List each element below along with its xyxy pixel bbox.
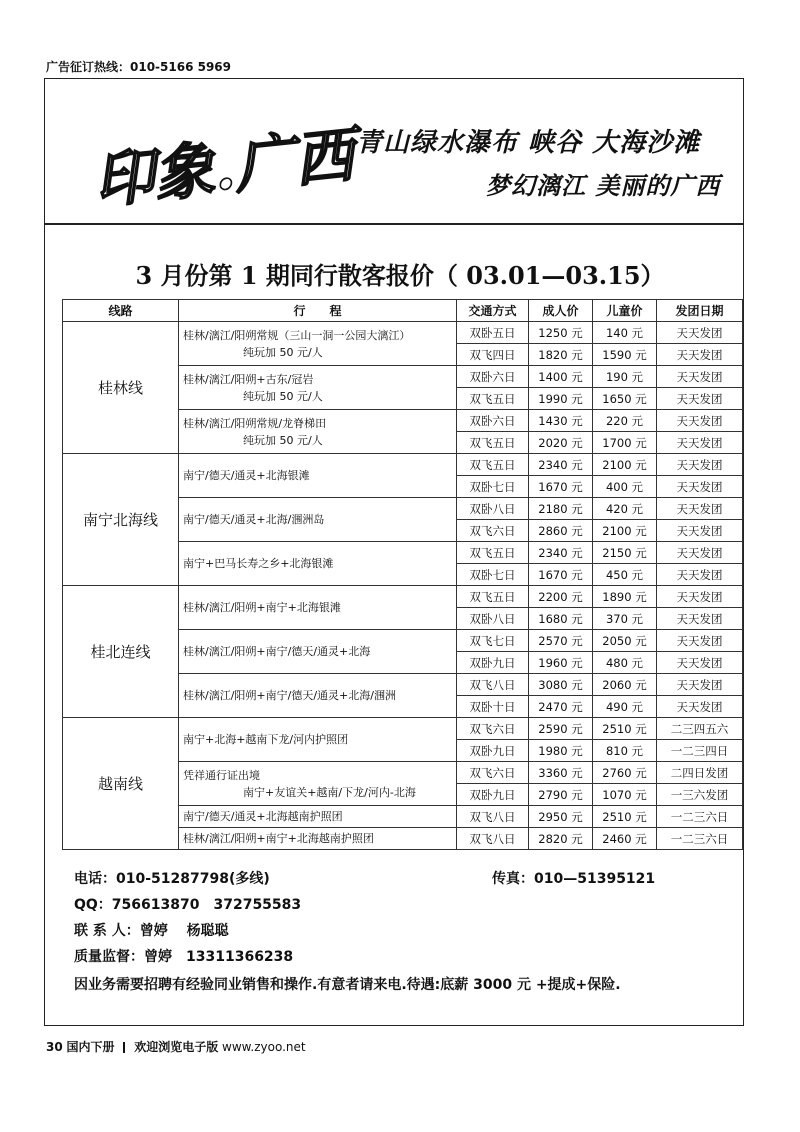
itinerary-note: 南宁+友谊关+越南/下龙/河内-北海 xyxy=(243,785,416,799)
itinerary-text: 南宁/德天/通灵+北海银滩 xyxy=(183,469,310,482)
itinerary-text: 南宁/德天/通灵+北海/涠洲岛 xyxy=(183,513,325,526)
adult-price-cell: 1430 元 xyxy=(529,410,593,432)
child-price-cell: 2100 元 xyxy=(593,454,657,476)
adult-price-cell: 1980 元 xyxy=(529,740,593,762)
adult-price-cell: 1960 元 xyxy=(529,652,593,674)
page-number: 30 xyxy=(46,1040,63,1054)
child-price-cell: 2100 元 xyxy=(593,520,657,542)
price-table-body xyxy=(63,322,743,850)
transport-cell: 双卧八日 xyxy=(457,608,529,630)
adult-price-cell: 2340 元 xyxy=(529,454,593,476)
transport-cell: 双卧九日 xyxy=(457,652,529,674)
table-row xyxy=(63,586,743,608)
itinerary-note: 纯玩加 50 元/人 xyxy=(243,389,323,403)
departure-cell: 二四日发团 xyxy=(657,762,743,784)
departure-cell: 天天发团 xyxy=(657,366,743,388)
transport-cell: 双飞八日 xyxy=(457,674,529,696)
table-header-row xyxy=(63,300,743,322)
table-row xyxy=(63,718,743,740)
itinerary-cell xyxy=(179,630,457,674)
route-name: 越南线 xyxy=(63,718,179,850)
itinerary-text: 桂林/漓江/阳朔+南宁+北海银滩 xyxy=(183,601,341,614)
child-price-cell: 2760 元 xyxy=(593,762,657,784)
itinerary-text: 南宁/德天/通灵+北海越南护照团 xyxy=(183,810,343,823)
itinerary-cell xyxy=(179,454,457,498)
contact-tel: 电话：010-51287798(多线) xyxy=(74,871,270,887)
adult-price-cell: 3080 元 xyxy=(529,674,593,696)
adult-price-cell: 2790 元 xyxy=(529,784,593,806)
slogan-line1: 青山绿水瀑布 峡谷 大海沙滩 xyxy=(356,128,701,158)
itinerary-text: 桂林/漓江/阳朔+古东/冠岩 xyxy=(183,372,314,386)
transport-cell: 双飞五日 xyxy=(457,432,529,454)
transport-cell: 双卧九日 xyxy=(457,784,529,806)
logo-calligraphy xyxy=(90,92,358,222)
departure-cell: 一三六发团 xyxy=(657,784,743,806)
child-price-cell: 1890 元 xyxy=(593,586,657,608)
contact-person: 联 系 人：曾婷 杨聪聪 xyxy=(74,923,229,939)
adult-price-cell: 2180 元 xyxy=(529,498,593,520)
adult-price-cell: 2020 元 xyxy=(529,432,593,454)
header-child-price: 儿童价 xyxy=(593,300,657,322)
adult-price-cell: 2470 元 xyxy=(529,696,593,718)
child-price-cell: 1590 元 xyxy=(593,344,657,366)
departure-cell: 天天发团 xyxy=(657,476,743,498)
route-name: 桂北连线 xyxy=(63,586,179,718)
transport-cell: 双飞六日 xyxy=(457,762,529,784)
contact-qq: QQ：756613870 372755583 xyxy=(74,897,302,913)
itinerary-cell xyxy=(179,828,457,850)
departure-cell: 一二三六日 xyxy=(657,806,743,828)
departure-cell: 天天发团 xyxy=(657,630,743,652)
adult-price-cell: 1400 元 xyxy=(529,366,593,388)
itinerary-cell xyxy=(179,718,457,762)
transport-cell: 双飞五日 xyxy=(457,454,529,476)
transport-cell: 双飞五日 xyxy=(457,388,529,410)
child-price-cell: 400 元 xyxy=(593,476,657,498)
departure-cell: 天天发团 xyxy=(657,520,743,542)
transport-cell: 双飞八日 xyxy=(457,806,529,828)
itinerary-note: 纯玩加 50 元/人 xyxy=(243,345,323,359)
child-price-cell: 2150 元 xyxy=(593,542,657,564)
departure-cell: 天天发团 xyxy=(657,674,743,696)
itinerary-cell xyxy=(179,366,457,410)
transport-cell: 双卧七日 xyxy=(457,564,529,586)
itinerary-note: 纯玩加 50 元/人 xyxy=(243,433,323,447)
footer-section: 国内下册 xyxy=(66,1040,115,1054)
departure-cell: 天天发团 xyxy=(657,542,743,564)
departure-cell: 天天发团 xyxy=(657,652,743,674)
child-price-cell: 1070 元 xyxy=(593,784,657,806)
transport-cell: 双飞五日 xyxy=(457,586,529,608)
child-price-cell: 370 元 xyxy=(593,608,657,630)
itinerary-cell xyxy=(179,806,457,828)
departure-cell: 天天发团 xyxy=(657,564,743,586)
departure-cell: 天天发团 xyxy=(657,432,743,454)
contact-fax: 传真：010—51395121 xyxy=(492,871,656,887)
logo-text: 印象.广西 xyxy=(90,120,358,218)
transport-cell: 双飞六日 xyxy=(457,718,529,740)
child-price-cell: 2510 元 xyxy=(593,806,657,828)
child-price-cell: 2050 元 xyxy=(593,630,657,652)
itinerary-cell xyxy=(179,498,457,542)
itinerary-text: 凭祥通行证出境 xyxy=(183,768,260,782)
transport-cell: 双卧五日 xyxy=(457,322,529,344)
itinerary-text: 桂林/漓江/阳朔+南宁+北海越南护照团 xyxy=(183,832,374,845)
contact-quality: 质量监督：曾婷 13311366238 xyxy=(74,949,294,965)
table-row xyxy=(63,322,743,344)
child-price-cell: 490 元 xyxy=(593,696,657,718)
header-adult-price: 成人价 xyxy=(529,300,593,322)
footer-tagline: 欢迎浏览电子版 xyxy=(134,1040,219,1054)
departure-cell: 天天发团 xyxy=(657,454,743,476)
child-price-cell: 2510 元 xyxy=(593,718,657,740)
adult-price-cell: 2200 元 xyxy=(529,586,593,608)
adult-price-cell: 1670 元 xyxy=(529,564,593,586)
child-price-cell: 2060 元 xyxy=(593,674,657,696)
child-price-cell: 1700 元 xyxy=(593,432,657,454)
transport-cell: 双卧六日 xyxy=(457,410,529,432)
slogan-line2: 梦幻漓江 美丽的广西 xyxy=(486,171,721,200)
adult-price-cell: 2340 元 xyxy=(529,542,593,564)
page-title: 3 月份第 1 期同行散客报价（ 03.01—03.15） xyxy=(135,261,665,290)
itinerary-cell xyxy=(179,542,457,586)
transport-cell: 双飞八日 xyxy=(457,828,529,850)
child-price-cell: 810 元 xyxy=(593,740,657,762)
adult-price-cell: 2950 元 xyxy=(529,806,593,828)
transport-cell: 双卧六日 xyxy=(457,366,529,388)
header-transport: 交通方式 xyxy=(457,300,529,322)
departure-cell: 二三四五六 xyxy=(657,718,743,740)
price-table xyxy=(62,299,743,850)
departure-cell: 一二三六日 xyxy=(657,828,743,850)
transport-cell: 双飞五日 xyxy=(457,542,529,564)
departure-cell: 天天发团 xyxy=(657,322,743,344)
itinerary-text: 桂林/漓江/阳朔+南宁/德天/通灵+北海 xyxy=(183,645,371,658)
transport-cell: 双飞四日 xyxy=(457,344,529,366)
adult-price-cell: 1990 元 xyxy=(529,388,593,410)
itinerary-cell xyxy=(179,410,457,454)
itinerary-cell xyxy=(179,762,457,806)
adult-price-cell: 1820 元 xyxy=(529,344,593,366)
child-price-cell: 450 元 xyxy=(593,564,657,586)
itinerary-text: 桂林/漓江/阳朔常规/龙脊梯田 xyxy=(183,416,327,430)
itinerary-cell xyxy=(179,322,457,366)
transport-cell: 双飞七日 xyxy=(457,630,529,652)
adult-price-cell: 2860 元 xyxy=(529,520,593,542)
departure-cell: 天天发团 xyxy=(657,388,743,410)
header-itinerary: 行 程 xyxy=(179,300,457,322)
departure-cell: 一二三四日 xyxy=(657,740,743,762)
adult-price-cell: 2820 元 xyxy=(529,828,593,850)
itinerary-text: 桂林/漓江/阳朔常规（三山一洞一公园大漓江） xyxy=(183,328,411,342)
adult-price-cell: 2570 元 xyxy=(529,630,593,652)
footer-divider xyxy=(123,1042,125,1053)
transport-cell: 双卧八日 xyxy=(457,498,529,520)
transport-cell: 双卧十日 xyxy=(457,696,529,718)
header-departure: 发团日期 xyxy=(657,300,743,322)
departure-cell: 天天发团 xyxy=(657,498,743,520)
route-name: 桂林线 xyxy=(63,322,179,454)
itinerary-cell xyxy=(179,586,457,630)
child-price-cell: 420 元 xyxy=(593,498,657,520)
transport-cell: 双卧七日 xyxy=(457,476,529,498)
route-name: 南宁北海线 xyxy=(63,454,179,586)
transport-cell: 双卧九日 xyxy=(457,740,529,762)
adult-price-cell: 1680 元 xyxy=(529,608,593,630)
adult-price-cell: 1250 元 xyxy=(529,322,593,344)
child-price-cell: 1650 元 xyxy=(593,388,657,410)
child-price-cell: 140 元 xyxy=(593,322,657,344)
footer-url: www.zyoo.net xyxy=(222,1040,306,1054)
departure-cell: 天天发团 xyxy=(657,696,743,718)
recruit-notice: 因业务需要招聘有经验同业销售和操作.有意者请来电.待遇:底薪 3000 元 +提成+保险. xyxy=(74,977,621,993)
itinerary-text: 桂林/漓江/阳朔+南宁/德天/通灵+北海/涠洲 xyxy=(183,689,396,702)
itinerary-cell xyxy=(179,674,457,718)
departure-cell: 天天发团 xyxy=(657,608,743,630)
transport-cell: 双飞六日 xyxy=(457,520,529,542)
adult-price-cell: 1670 元 xyxy=(529,476,593,498)
child-price-cell: 480 元 xyxy=(593,652,657,674)
departure-cell: 天天发团 xyxy=(657,410,743,432)
banner-divider xyxy=(44,223,744,225)
child-price-cell: 2460 元 xyxy=(593,828,657,850)
departure-cell: 天天发团 xyxy=(657,586,743,608)
itinerary-text: 南宁+巴马长寿之乡+北海银滩 xyxy=(183,557,334,570)
table-row xyxy=(63,454,743,476)
header-route: 线路 xyxy=(63,300,179,322)
ad-hotline: 广告征订热线：010-5166 5969 xyxy=(46,60,232,74)
child-price-cell: 190 元 xyxy=(593,366,657,388)
child-price-cell: 220 元 xyxy=(593,410,657,432)
adult-price-cell: 3360 元 xyxy=(529,762,593,784)
adult-price-cell: 2590 元 xyxy=(529,718,593,740)
departure-cell: 天天发团 xyxy=(657,344,743,366)
page-footer xyxy=(46,1038,306,1055)
itinerary-text: 南宁+北海+越南下龙/河内护照团 xyxy=(183,733,349,746)
